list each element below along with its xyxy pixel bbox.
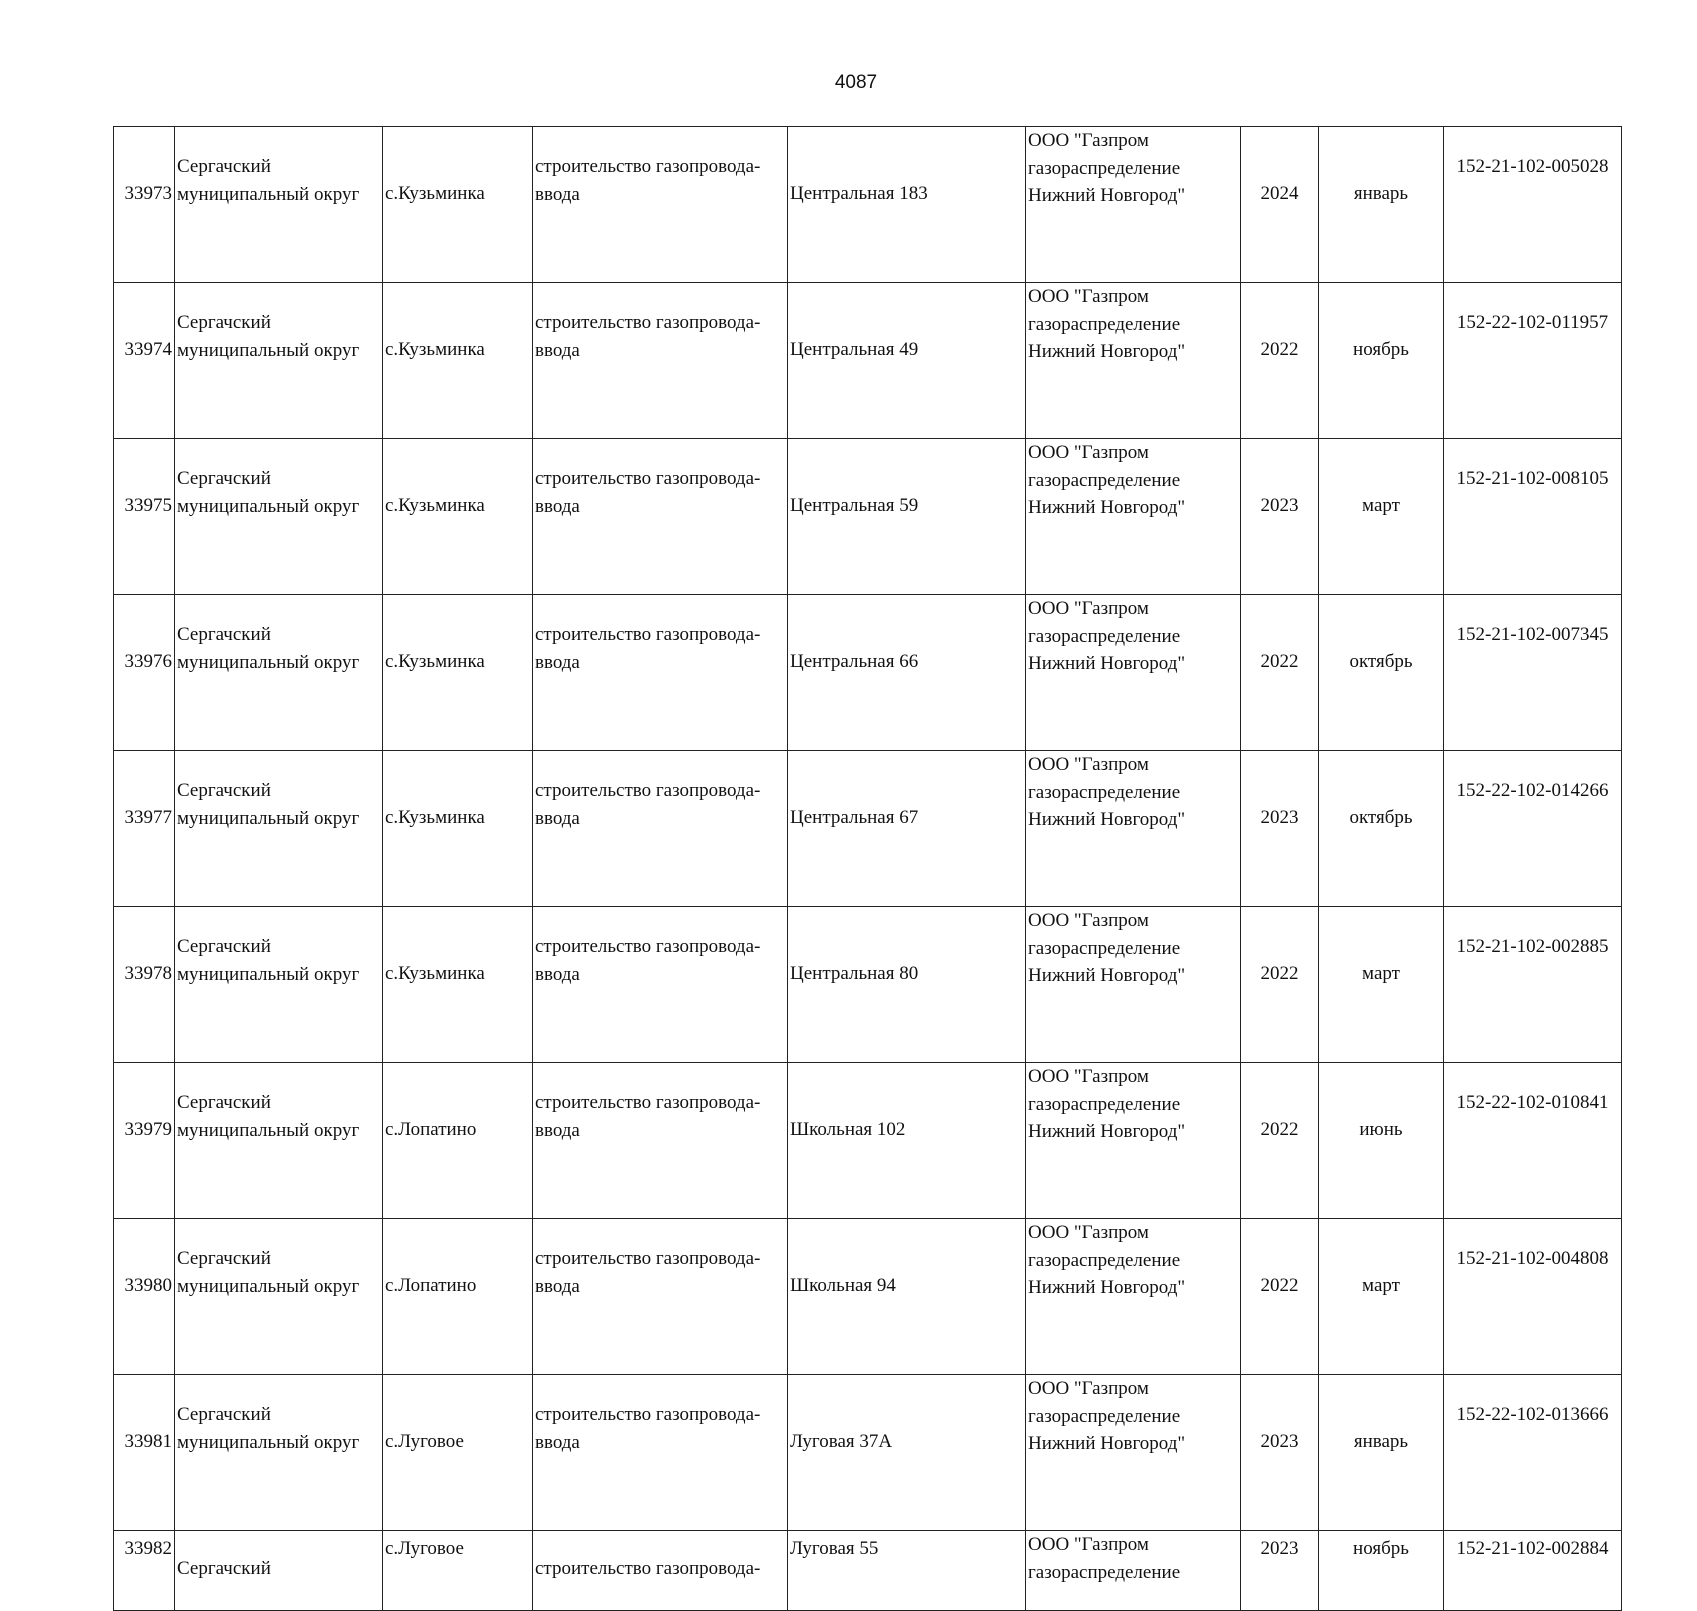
cell-organization <box>1026 127 1241 283</box>
cell-year: 2023 <box>1241 1531 1319 1611</box>
org-line: газораспределение <box>1028 469 1181 491</box>
table-row <box>114 283 1622 439</box>
cell-num: 33975 <box>114 439 175 595</box>
cell-num: 33973 <box>114 127 175 283</box>
cell-work <box>533 1063 788 1219</box>
cell-year: 2022 <box>1241 1219 1319 1375</box>
org-line: газораспределение <box>1028 313 1181 335</box>
cell-village: с.Кузьминка <box>383 283 533 439</box>
org-line: ООО "Газпром <box>1028 1066 1149 1087</box>
table-row <box>114 1063 1622 1219</box>
org-line: ООО "Газпром <box>1028 910 1149 931</box>
org-line: ООО "Газпром <box>1028 442 1149 463</box>
org-line: ООО "Газпром <box>1028 1222 1149 1243</box>
org-line: Нижний Новгород" <box>1028 1433 1186 1454</box>
org-line: газораспределение <box>1028 1405 1181 1427</box>
org-line: Нижний Новгород" <box>1028 185 1186 206</box>
cell-year: 2024 <box>1241 127 1319 283</box>
cell-village: с.Кузьминка <box>383 439 533 595</box>
cell-num: 33976 <box>114 595 175 751</box>
district-line: Сергачский <box>177 1558 271 1579</box>
org-line: газораспределение <box>1028 781 1181 803</box>
org-line: газораспределение <box>1028 157 1181 179</box>
cell-month: январь <box>1319 127 1444 283</box>
district-line: Сергачский <box>177 936 271 957</box>
org-line: Нижний Новгород" <box>1028 1121 1186 1142</box>
table-row-partial <box>114 1531 1622 1611</box>
cell-registration-number: 152-22-102-013666 <box>1444 1375 1622 1531</box>
cell-work <box>533 1219 788 1375</box>
cell-address: Центральная 49 <box>788 283 1026 439</box>
work-line: ввода <box>535 1119 580 1141</box>
work-line: ввода <box>535 1275 580 1297</box>
cell-village: с.Кузьминка <box>383 595 533 751</box>
cell-district <box>175 1219 383 1375</box>
work-line: строительство газопровода- <box>535 1558 761 1579</box>
cell-village: с.Лопатино <box>383 1219 533 1375</box>
cell-organization <box>1026 1063 1241 1219</box>
cell-organization <box>1026 1531 1241 1611</box>
cell-month: март <box>1319 907 1444 1063</box>
cell-address: Центральная 66 <box>788 595 1026 751</box>
cell-organization <box>1026 751 1241 907</box>
district-line: Сергачский <box>177 156 271 177</box>
cell-num: 33974 <box>114 283 175 439</box>
cell-district <box>175 595 383 751</box>
org-line: газораспределение <box>1028 1249 1181 1271</box>
work-line: строительство газопровода- <box>535 780 761 801</box>
org-line: ООО "Газпром <box>1028 1378 1149 1399</box>
cell-organization <box>1026 1375 1241 1531</box>
cell-address: Школьная 94 <box>788 1219 1026 1375</box>
district-line: муниципальный округ <box>177 1431 360 1453</box>
district-line: муниципальный округ <box>177 495 360 517</box>
cell-work <box>533 907 788 1063</box>
cell-village: с.Лопатино <box>383 1063 533 1219</box>
work-line: ввода <box>535 495 580 517</box>
org-line: ООО "Газпром <box>1028 130 1149 151</box>
cell-num: 33977 <box>114 751 175 907</box>
cell-year: 2022 <box>1241 595 1319 751</box>
cell-address: Луговая 37А <box>788 1375 1026 1531</box>
work-line: строительство газопровода- <box>535 624 761 645</box>
cell-address: Центральная 59 <box>788 439 1026 595</box>
work-line: строительство газопровода- <box>535 936 761 957</box>
page-number: 4087 <box>834 72 878 93</box>
district-line: Сергачский <box>177 1092 271 1113</box>
cell-work <box>533 595 788 751</box>
cell-month: октябрь <box>1319 751 1444 907</box>
table-body <box>114 127 1622 1611</box>
cell-organization <box>1026 595 1241 751</box>
work-line: строительство газопровода- <box>535 468 761 489</box>
district-line: муниципальный округ <box>177 339 360 361</box>
table-row <box>114 907 1622 1063</box>
cell-year: 2023 <box>1241 439 1319 595</box>
table-row <box>114 751 1622 907</box>
cell-district <box>175 439 383 595</box>
cell-address: Центральная 183 <box>788 127 1026 283</box>
org-line: газораспределение <box>1028 937 1181 959</box>
cell-work <box>533 283 788 439</box>
table-row <box>114 127 1622 283</box>
cell-village: с.Кузьминка <box>383 127 533 283</box>
org-line: газораспределение <box>1028 1561 1181 1583</box>
cell-month: ноябрь <box>1319 283 1444 439</box>
cell-registration-number: 152-22-102-010841 <box>1444 1063 1622 1219</box>
cell-work <box>533 1375 788 1531</box>
org-line: Нижний Новгород" <box>1028 1277 1186 1298</box>
cell-num: 33980 <box>114 1219 175 1375</box>
cell-registration-number: 152-21-102-004808 <box>1444 1219 1622 1375</box>
district-line: Сергачский <box>177 468 271 489</box>
cell-work <box>533 751 788 907</box>
cell-year: 2023 <box>1241 751 1319 907</box>
cell-registration-number: 152-22-102-011957 <box>1444 283 1622 439</box>
cell-village: с.Луговое <box>383 1531 533 1611</box>
district-line: муниципальный округ <box>177 807 360 829</box>
gas-pipeline-table <box>113 126 1622 1611</box>
cell-village: с.Кузьминка <box>383 751 533 907</box>
table-row <box>114 595 1622 751</box>
work-line: строительство газопровода- <box>535 156 761 177</box>
cell-organization <box>1026 439 1241 595</box>
cell-work <box>533 127 788 283</box>
table-row <box>114 1375 1622 1531</box>
cell-address: Центральная 67 <box>788 751 1026 907</box>
org-line: Нижний Новгород" <box>1028 965 1186 986</box>
district-line: муниципальный округ <box>177 1119 360 1141</box>
cell-district <box>175 1063 383 1219</box>
district-line: муниципальный округ <box>177 1275 360 1297</box>
cell-address: Школьная 102 <box>788 1063 1026 1219</box>
cell-village: с.Луговое <box>383 1375 533 1531</box>
cell-num: 33978 <box>114 907 175 1063</box>
cell-organization <box>1026 907 1241 1063</box>
org-line: ООО "Газпром <box>1028 598 1149 619</box>
cell-village: с.Кузьминка <box>383 907 533 1063</box>
district-line: Сергачский <box>177 780 271 801</box>
cell-registration-number: 152-22-102-014266 <box>1444 751 1622 907</box>
cell-num: 33979 <box>114 1063 175 1219</box>
org-line: Нижний Новгород" <box>1028 497 1186 518</box>
cell-organization <box>1026 283 1241 439</box>
cell-organization <box>1026 1219 1241 1375</box>
cell-district <box>175 1375 383 1531</box>
cell-district <box>175 1531 383 1611</box>
work-line: строительство газопровода- <box>535 1404 761 1425</box>
work-line: ввода <box>535 651 580 673</box>
org-line: Нижний Новгород" <box>1028 809 1186 830</box>
work-line: ввода <box>535 963 580 985</box>
cell-registration-number: 152-21-102-007345 <box>1444 595 1622 751</box>
work-line: строительство газопровода- <box>535 312 761 333</box>
cell-address: Центральная 80 <box>788 907 1026 1063</box>
district-line: муниципальный округ <box>177 963 360 985</box>
cell-registration-number: 152-21-102-002885 <box>1444 907 1622 1063</box>
work-line: ввода <box>535 183 580 205</box>
work-line: строительство газопровода- <box>535 1248 761 1269</box>
cell-work <box>533 439 788 595</box>
cell-year: 2023 <box>1241 1375 1319 1531</box>
cell-month: март <box>1319 439 1444 595</box>
org-line: ООО "Газпром <box>1028 754 1149 775</box>
cell-district <box>175 283 383 439</box>
cell-month: март <box>1319 1219 1444 1375</box>
cell-month: июнь <box>1319 1063 1444 1219</box>
district-line: Сергачский <box>177 1404 271 1425</box>
cell-num: 33981 <box>114 1375 175 1531</box>
cell-month: январь <box>1319 1375 1444 1531</box>
work-line: ввода <box>535 1431 580 1453</box>
org-line: ООО "Газпром <box>1028 1534 1149 1555</box>
org-line: газораспределение <box>1028 625 1181 647</box>
cell-month: ноябрь <box>1319 1531 1444 1611</box>
cell-num: 33982 <box>114 1531 175 1611</box>
cell-district <box>175 127 383 283</box>
cell-registration-number: 152-21-102-008105 <box>1444 439 1622 595</box>
cell-address: Луговая 55 <box>788 1531 1026 1611</box>
org-line: ООО "Газпром <box>1028 286 1149 307</box>
district-line: Сергачский <box>177 312 271 333</box>
cell-month: октябрь <box>1319 595 1444 751</box>
org-line: Нижний Новгород" <box>1028 341 1186 362</box>
cell-registration-number: 152-21-102-005028 <box>1444 127 1622 283</box>
district-line: муниципальный округ <box>177 183 360 205</box>
org-line: газораспределение <box>1028 1093 1181 1115</box>
table-row <box>114 439 1622 595</box>
org-line: Нижний Новгород" <box>1028 653 1186 674</box>
work-line: строительство газопровода- <box>535 1092 761 1113</box>
district-line: муниципальный округ <box>177 651 360 673</box>
work-line: ввода <box>535 807 580 829</box>
district-line: Сергачский <box>177 624 271 645</box>
cell-year: 2022 <box>1241 907 1319 1063</box>
table-row <box>114 1219 1622 1375</box>
cell-district <box>175 907 383 1063</box>
cell-registration-number: 152-21-102-002884 <box>1444 1531 1622 1611</box>
cell-work <box>533 1531 788 1611</box>
work-line: ввода <box>535 339 580 361</box>
cell-year: 2022 <box>1241 1063 1319 1219</box>
cell-district <box>175 751 383 907</box>
cell-year: 2022 <box>1241 283 1319 439</box>
district-line: Сергачский <box>177 1248 271 1269</box>
